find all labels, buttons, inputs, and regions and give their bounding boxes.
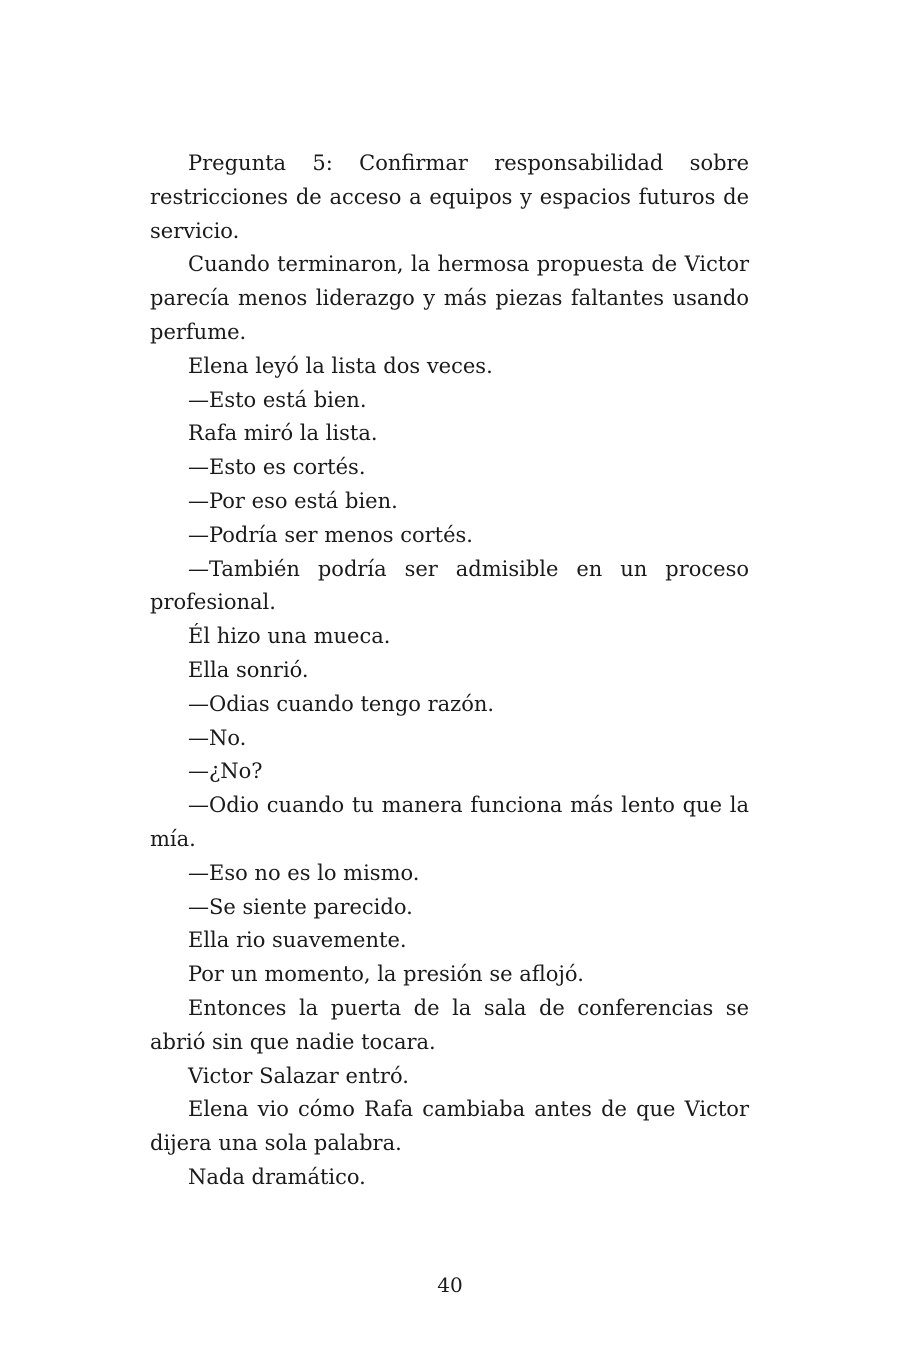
paragraph: Rafa miró la lista. xyxy=(188,421,378,446)
paragraph: —También podría ser admisible en un proceso profesional. xyxy=(150,556,749,615)
paragraph: —Odio cuando tu manera funciona más lento que la mía. xyxy=(150,793,749,851)
paragraph: —Eso no es lo mismo. xyxy=(188,860,420,885)
paragraph: Elena vio cómo Rafa cambiaba antes de que Victor dijera una sola palabra. xyxy=(150,1097,749,1156)
paragraph: —Podría ser menos cortés. xyxy=(188,522,473,547)
paragraph: Ella rio suavemente. xyxy=(188,928,407,953)
page-number: 40 xyxy=(437,1273,463,1297)
paragraph: —Odias cuando tengo razón. xyxy=(188,691,495,716)
paragraph: Nada dramático. xyxy=(188,1164,366,1189)
body-text xyxy=(150,147,749,1195)
paragraph: Por un momento, la presión se aflojó. xyxy=(188,962,584,987)
paragraph: Él hizo una mueca. xyxy=(188,624,391,649)
paragraph: Cuando terminaron, la hermosa propuesta de Victor parecía menos liderazgo y más piezas faltantes usando perfume. xyxy=(150,252,749,344)
paragraph: —No. xyxy=(188,725,247,750)
paragraph: Pregunta 5: Confirmar responsabilidad sobre restricciones de acceso a equipos y espacios futuros de servicio. xyxy=(150,151,749,243)
paragraph: —Por eso está bien. xyxy=(188,488,398,513)
paragraph: —Esto está bien. xyxy=(188,387,367,412)
paragraph: Elena leyó la lista dos veces. xyxy=(188,353,493,378)
paragraph: —Se siente parecido. xyxy=(188,894,413,919)
paragraph: —¿No? xyxy=(188,759,263,784)
paragraph: —Esto es cortés. xyxy=(188,455,366,480)
paragraph: Ella sonrió. xyxy=(188,657,309,682)
paragraph: Victor Salazar entró. xyxy=(188,1063,409,1088)
paragraph: Entonces la puerta de la sala de conferencias se abrió sin que nadie tocara. xyxy=(150,995,749,1054)
